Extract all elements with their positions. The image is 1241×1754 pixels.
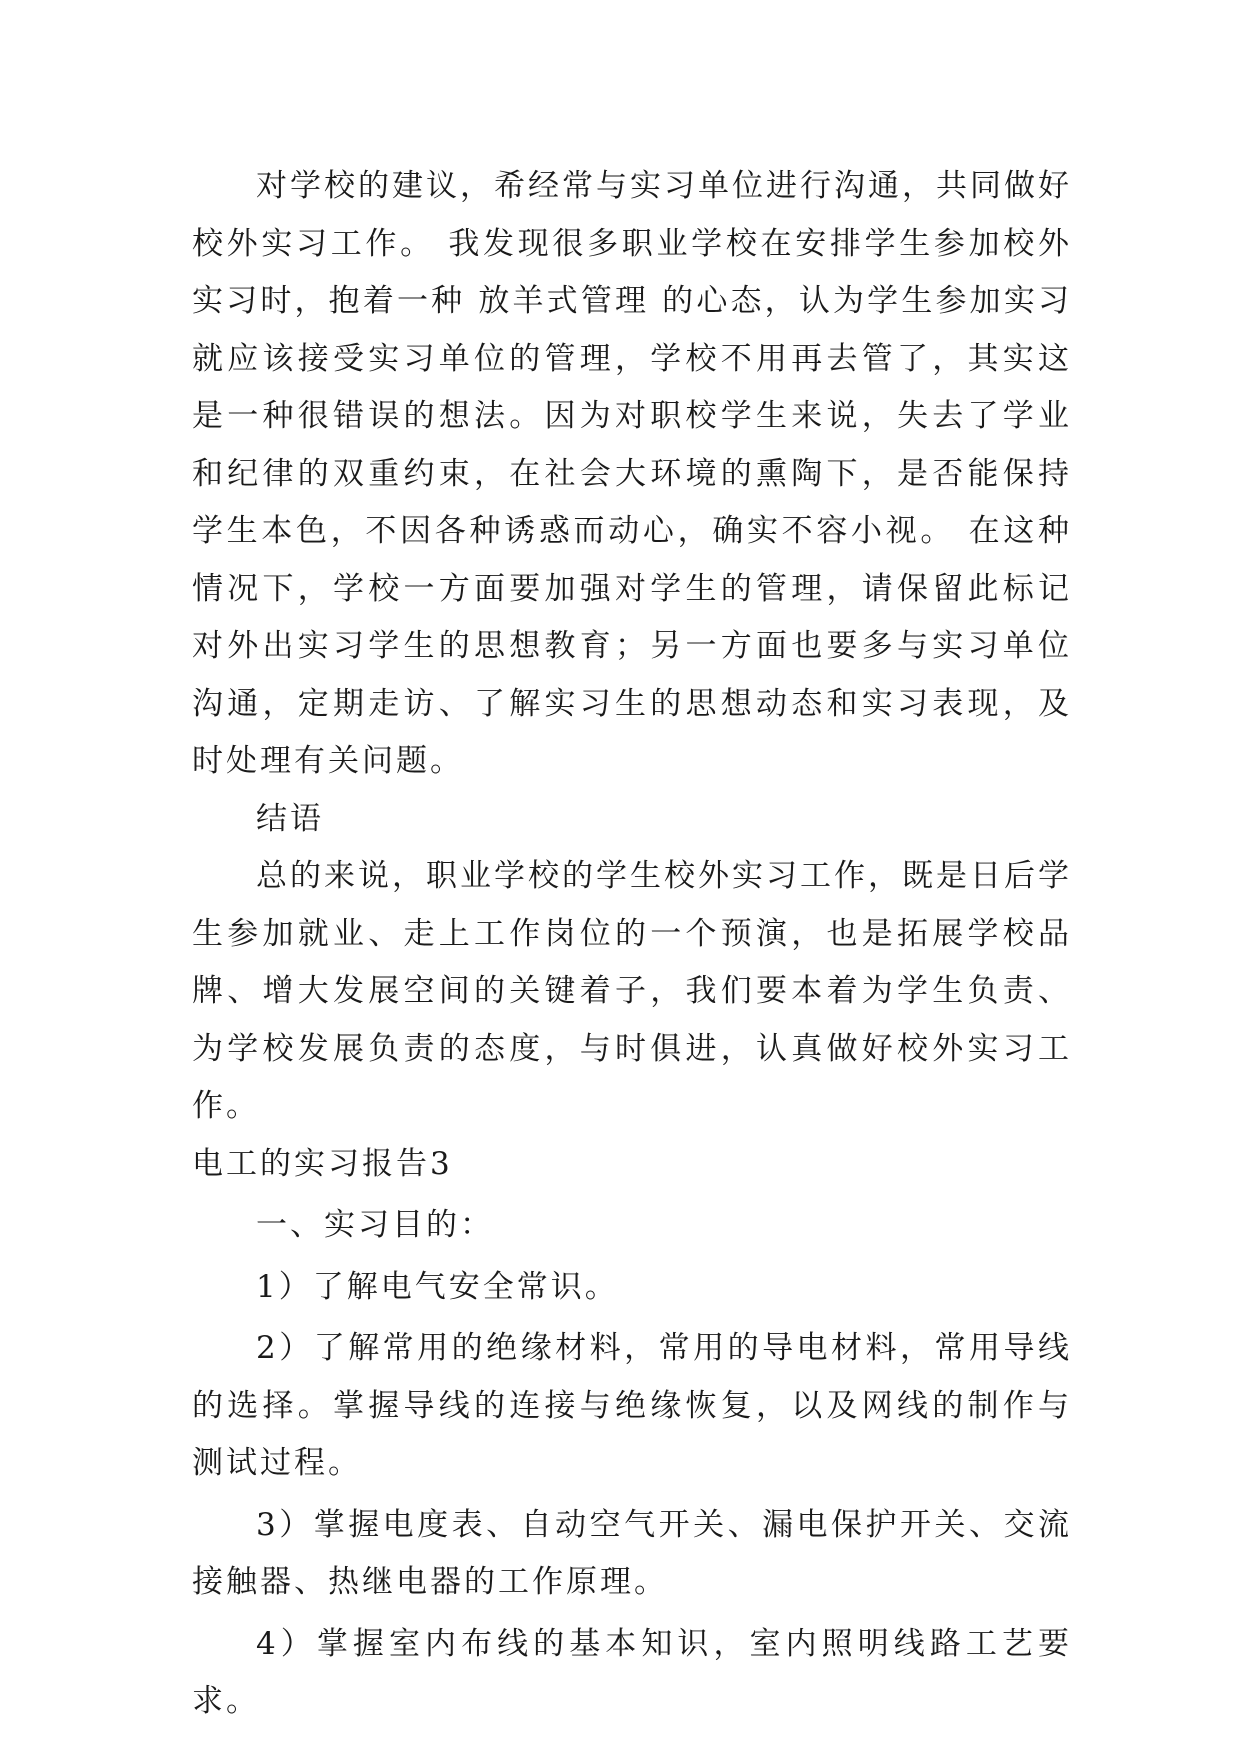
list-item-3: 3）掌握电度表、自动空气开关、漏电保护开关、交流接触器、热继电器的工作原理。 (192, 1506, 1072, 1600)
report-title: 电工的实习报告3 (192, 1145, 453, 1182)
list-item-1: 1）了解电气安全常识。 (256, 1268, 619, 1305)
list-item-2: 2）了解常用的绝缘材料，常用的导电材料，常用导线的选择。掌握导线的连接与绝缘恢复，以及网线的制作与测试过程。 (192, 1330, 1072, 1481)
section-heading-purpose: 一、实习目的： (256, 1207, 494, 1243)
paragraph-conclusion-heading: 结语 (256, 800, 324, 837)
list-item-4: 4）掌握室内布线的基本知识，室内照明线路工艺要求。 (192, 1625, 1072, 1719)
document-body (192, 158, 1072, 1731)
paragraph-school-suggestion: 对学校的建议，希经常与实习单位进行沟通，共同做好校外实习工作。 我发现很多职业学校在安排学生参加校外实习时，抱着一种 放羊式管理 的心态，认为学生参加实习就应该接受实习单位的管理，学校不用再去管了，其实这是一种很错误的想法。因为对职校学生来说，失去了学业和纪律的双重约束，在社会大环境的熏陶下，是否能保持学生本色，不因各种诱惑而动心，确实不容小视。 在这种情况下，学校一方面要加强对学生的管理，请保留此标记对外出实习学生的思想教育；另一方面也要多与实习单位沟通，定期走访、了解实习生的思想动态和实习表现，及时处理有关问题。 (192, 168, 1072, 779)
paragraph-conclusion: 总的来说，职业学校的学生校外实习工作，既是日后学生参加就业、走上工作岗位的一个预演，也是拓展学校品牌、增大发展空间的关键着子，我们要本着为学生负责、为学校发展负责的态度，与时俱进，认真做好校外实习工作。 (192, 858, 1072, 1124)
